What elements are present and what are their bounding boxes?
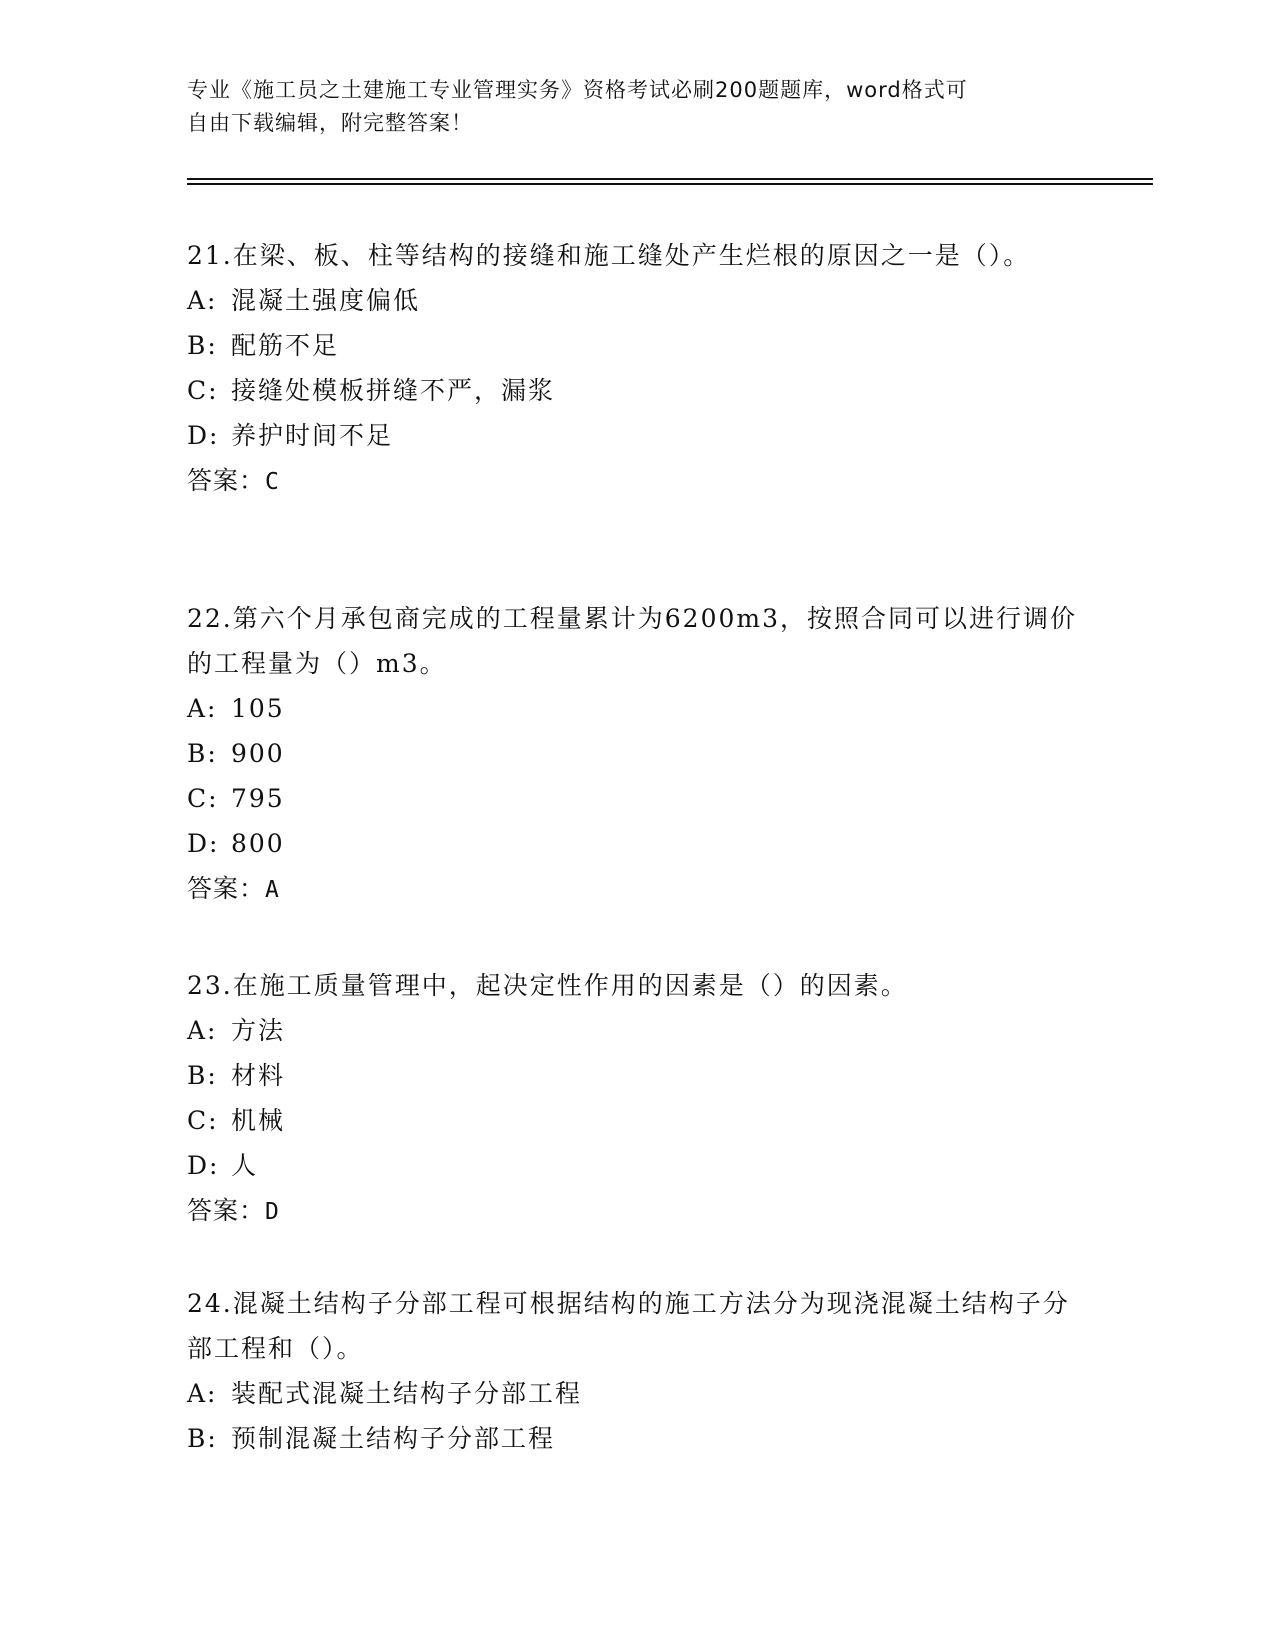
option-c (187, 368, 1087, 413)
document-header (187, 74, 1067, 140)
option-text: 800 (231, 829, 285, 858)
option-text: 接缝处模板拼缝不严，漏浆 (231, 376, 556, 405)
option-text: 机械 (231, 1106, 286, 1135)
option-letter: A: (187, 1379, 218, 1408)
option-text: 795 (231, 784, 285, 813)
option-letter: A: (187, 286, 218, 315)
option-text: 方法 (231, 1016, 286, 1045)
option-letter: B: (187, 1061, 218, 1090)
answer-value: D (265, 1199, 280, 1225)
question-23 (187, 963, 1087, 1235)
option-letter: B: (187, 331, 218, 360)
question-22 (187, 596, 1087, 913)
option-letter: D: (187, 829, 220, 858)
question-21 (187, 233, 1087, 505)
answer-label: 答案： (187, 1196, 266, 1225)
option-b (187, 323, 1087, 368)
option-d (187, 1143, 1087, 1188)
header-divider-bottom (187, 183, 1153, 185)
option-text: 预制混凝土结构子分部工程 (231, 1424, 556, 1453)
question-24 (187, 1281, 1087, 1461)
answer-label: 答案： (187, 466, 266, 495)
option-text: 人 (231, 1151, 259, 1180)
answer-value: A (265, 877, 280, 903)
header-divider-top (187, 178, 1153, 180)
header-line-2: 自由下载编辑，附完整答案！ (187, 111, 473, 135)
option-letter: B: (187, 1424, 218, 1453)
answer-line (187, 458, 1087, 505)
option-letter: B: (187, 739, 218, 768)
option-b (187, 1416, 1087, 1461)
option-text: 900 (231, 739, 285, 768)
option-letter: D: (187, 421, 220, 450)
answer-line (187, 1188, 1087, 1235)
option-a (187, 1371, 1087, 1416)
option-text: 养护时间不足 (231, 421, 394, 450)
option-letter: C: (187, 1106, 219, 1135)
option-letter: D: (187, 1151, 220, 1180)
option-d (187, 413, 1087, 458)
option-d (187, 821, 1087, 866)
option-letter: C: (187, 784, 219, 813)
option-c (187, 776, 1087, 821)
option-text: 配筋不足 (231, 331, 340, 360)
question-stem: 22.第六个月承包商完成的工程量累计为6200m3，按照合同可以进行调价的工程量为（）m3。 (187, 604, 1077, 678)
answer-label: 答案： (187, 874, 266, 903)
option-text: 105 (231, 694, 285, 723)
answer-line (187, 866, 1087, 913)
question-stem: 24.混凝土结构子分部工程可根据结构的施工方法分为现浇混凝土结构子分部工程和（）。 (187, 1289, 1070, 1363)
option-b (187, 1053, 1087, 1098)
option-text: 材料 (231, 1061, 286, 1090)
option-letter: A: (187, 1016, 218, 1045)
option-a (187, 278, 1087, 323)
option-text: 混凝土强度偏低 (231, 286, 421, 315)
question-stem: 23.在施工质量管理中，起决定性作用的因素是（）的因素。 (187, 971, 908, 1000)
option-c (187, 1098, 1087, 1143)
question-stem: 21.在梁、板、柱等结构的接缝和施工缝处产生烂根的原因之一是（）。 (187, 241, 1031, 270)
option-b (187, 731, 1087, 776)
option-text: 装配式混凝土结构子分部工程 (231, 1379, 583, 1408)
option-a (187, 1008, 1087, 1053)
option-letter: C: (187, 376, 219, 405)
answer-value: C (265, 469, 280, 495)
header-line-1: 专业《施工员之土建施工专业管理实务》资格考试必刷200题题库，word格式可 (187, 78, 968, 102)
option-letter: A: (187, 694, 218, 723)
option-a (187, 686, 1087, 731)
